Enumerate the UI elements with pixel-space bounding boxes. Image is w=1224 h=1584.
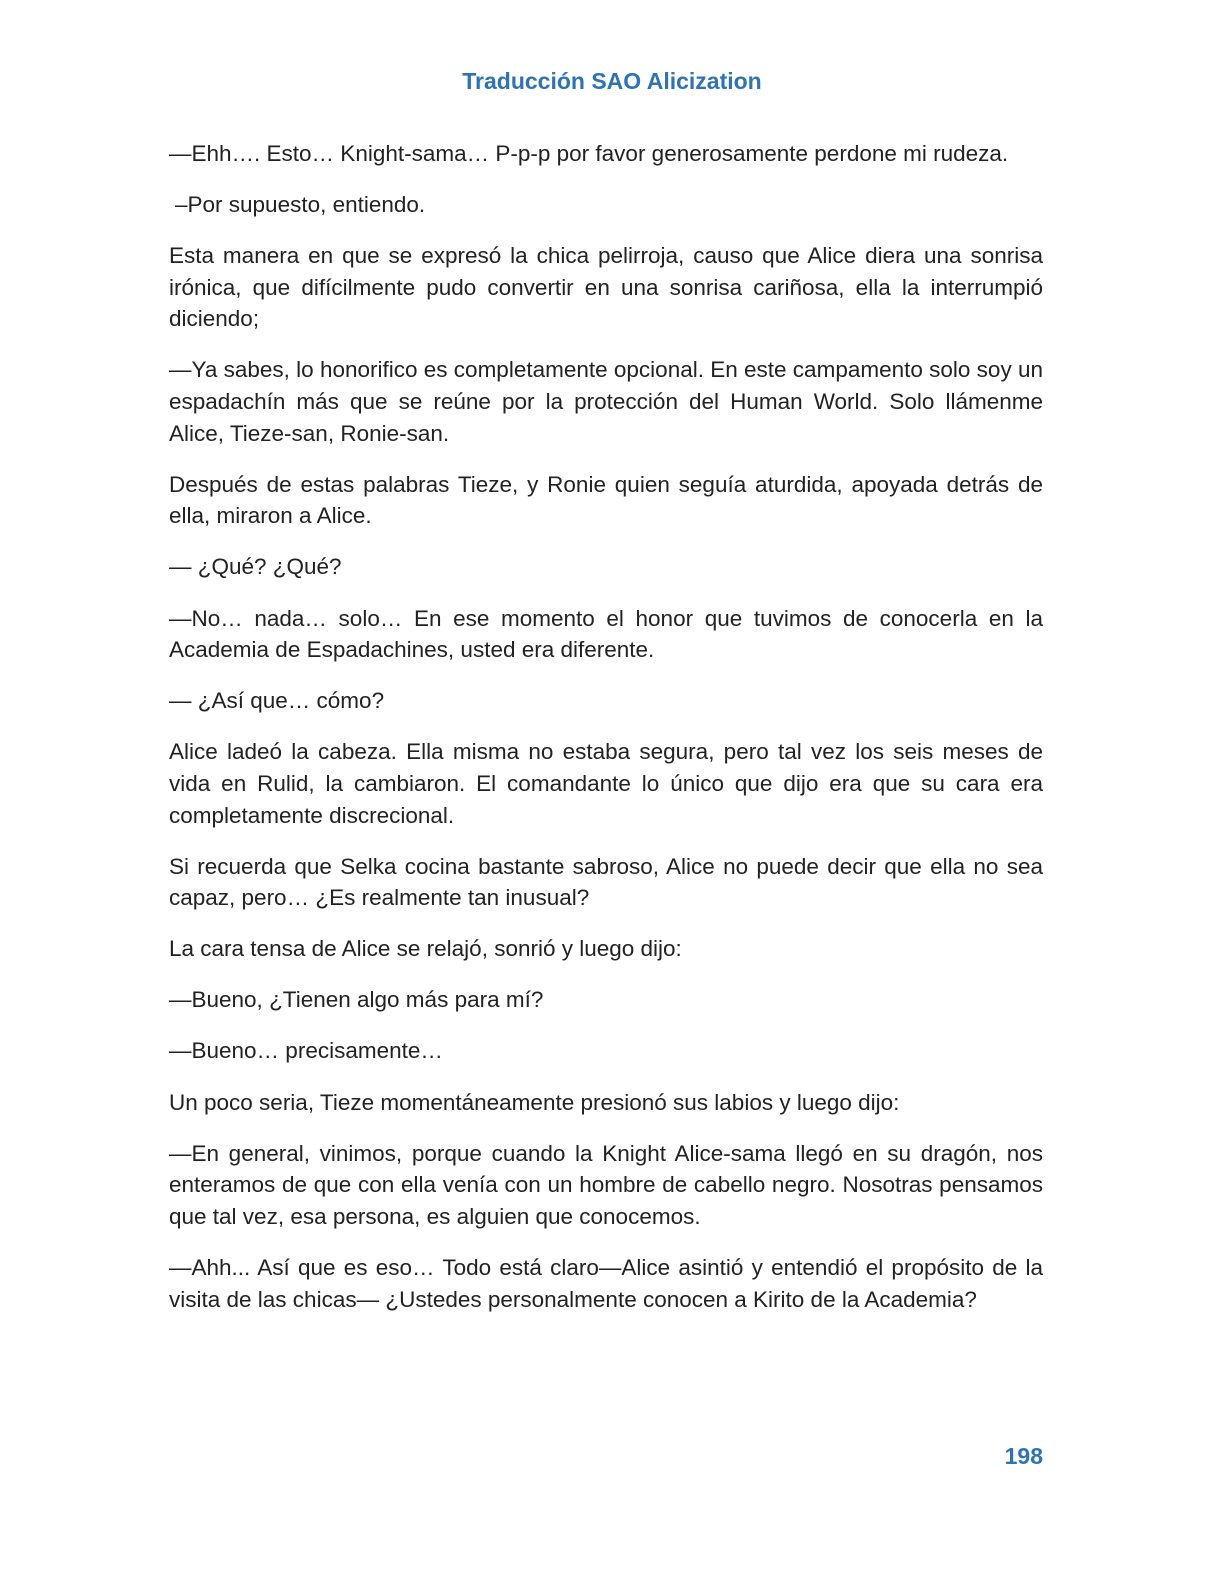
paragraph: La cara tensa de Alice se relajó, sonrió y luego dijo: bbox=[169, 936, 682, 962]
paragraph: —No… nada… solo… En ese momento el honor que tuvimos de conocerla en la Academia de Espadachines, usted era diferente. bbox=[169, 605, 1043, 663]
paragraph: Esta manera en que se expresó la chica pelirroja, causo que Alice diera una sonrisa irónica, que difícilmente pudo convertir en una sonrisa cariñosa, ella la interrumpió diciendo; bbox=[169, 243, 1043, 332]
paragraph: Un poco seria, Tieze momentáneamente presionó sus labios y luego dijo: bbox=[169, 1089, 900, 1115]
paragraph: –Por supuesto, entiendo. bbox=[175, 192, 426, 218]
paragraph: —En general, vinimos, porque cuando la Knight Alice-sama llegó en su dragón, nos enteramos de que con ella venía con un hombre de cabello negro. Nosotras pensamos que tal vez, esa persona, es alguien que conocemos. bbox=[169, 1140, 1043, 1229]
paragraph: — ¿Qué? ¿Qué? bbox=[169, 554, 342, 580]
paragraph: Si recuerda que Selka cocina bastante sabroso, Alice no puede decir que ella no sea capaz, pero… ¿Es realmente tan inusual? bbox=[169, 853, 1043, 911]
paragraph: —Ehh…. Esto… Knight-sama… P-p-p por favor generosamente perdone mi rudeza. bbox=[169, 141, 1009, 166]
paragraph: —Bueno… precisamente… bbox=[169, 1038, 443, 1064]
page-header-title: Traducción SAO Alicization bbox=[462, 68, 762, 94]
paragraph: —Ya sabes, lo honorifico es completamente opcional. En este campamento solo soy un espadachín más que se reúne por la protección del Human World. Solo llámenme Alice, Tieze-san, Ronie-san. bbox=[169, 357, 1043, 446]
paragraph: — ¿Así que… cómo? bbox=[169, 688, 385, 714]
body-text bbox=[169, 138, 1043, 1335]
paragraph: —Ahh... Así que es eso… Todo está claro—Alice asintió y entendió el propósito de la visita de las chicas— ¿Ustedes personalmente conocen a Kirito de la Academia? bbox=[169, 1254, 1043, 1312]
paragraph: Alice ladeó la cabeza. Ella misma no estaba segura, pero tal vez los seis meses de vida en Rulid, la cambiaron. El comandante lo único que dijo era que su cara era completamente discrecional. bbox=[169, 739, 1043, 828]
page-number: 198 bbox=[1004, 1443, 1043, 1469]
paragraph: —Bueno, ¿Tienen algo más para mí? bbox=[169, 987, 544, 1013]
paragraph: Después de estas palabras Tieze, y Ronie quien seguía aturdida, apoyada detrás de ella, miraron a Alice. bbox=[169, 471, 1043, 529]
